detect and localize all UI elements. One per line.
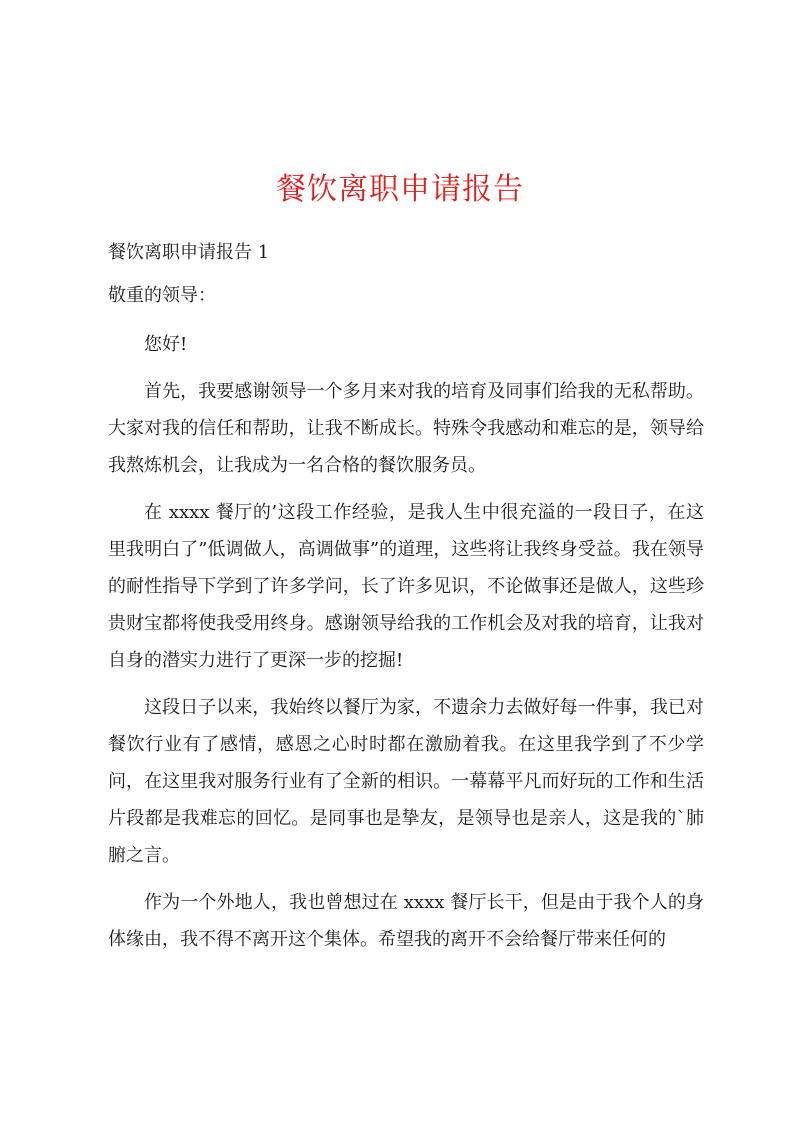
salutation: 敬重的领导： bbox=[108, 285, 216, 306]
paragraph-2: 在 xxxx 餐厅的’这段工作经验，是我人生中很充溢的一段日子，在这里我明白了”低调做人，高调做事”的道理，这些将让我终身受益。我在领导的耐性指导下学到了许多学问，长了许多见识，不论做事还是做人，这些珍贵财宝都将使我受用终身。感谢领导给我的工作机会及对我的培育，让我对自身的潜实力进行了更深一步的挖掘! bbox=[108, 502, 704, 671]
document-body bbox=[108, 240, 704, 968]
document-title: 餐饮离职申请报告 bbox=[276, 172, 524, 207]
greeting: 您好! bbox=[144, 334, 188, 355]
document-subheading: 餐饮离职申请报告 1 bbox=[108, 242, 270, 263]
paragraph-1: 首先，我要感谢领导一个多月来对我的培育及同事们给我的无私帮助。大家对我的信任和帮助，让我不断成长。特殊令我感动和难忘的是，领导给我熬炼机会，让我成为一名合格的餐饮服务员。 bbox=[108, 381, 704, 476]
paragraph-4: 作为一个外地人，我也曾想过在 xxxx 餐厅长干，但是由于我个人的身体缘由，我不得不离开这个集体。希望我的离开不会给餐厅带来任何的 bbox=[108, 892, 704, 950]
paragraph-3: 这段日子以来，我始终以餐厅为家，不遗余力去做好每一件事，我已对餐饮行业有了感情，感恩之心时时都在激励着我。在这里我学到了不少学问，在这里我对服务行业有了全新的相识。一幕幕平凡而好玩的工作和生活片段都是我难忘的回忆。是同事也是挚友，是领导也是亲人，这是我的`肺腑之言。 bbox=[108, 697, 704, 866]
